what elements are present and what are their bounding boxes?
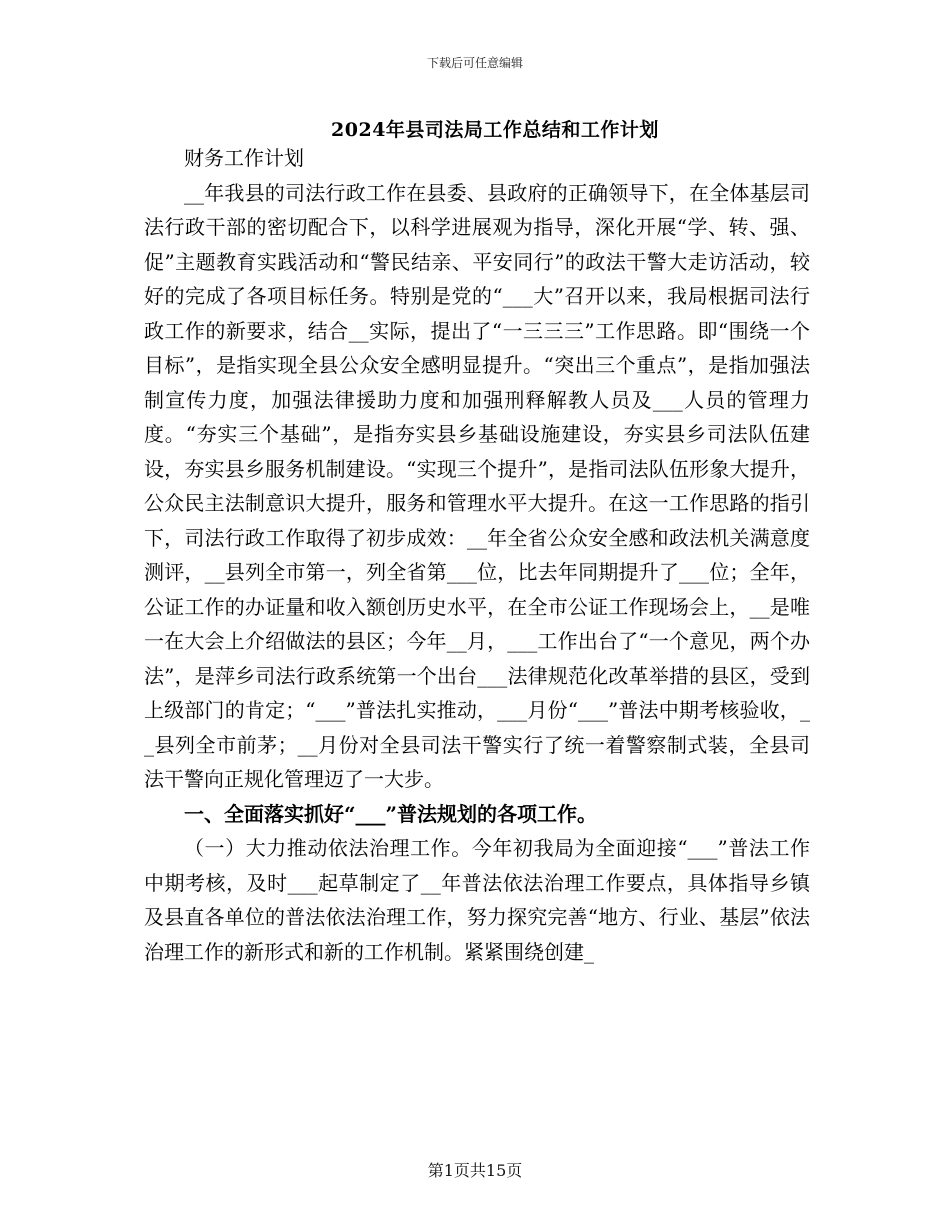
document-title: 2024年县司法局工作总结和工作计划 (331, 119, 659, 141)
document-subtitle: 财务工作计划 (184, 146, 304, 170)
document-body (144, 141, 810, 969)
page-header-note: 下载后可任意编辑 (426, 56, 523, 70)
section-paragraph: （一）大力推动依法治理工作。今年初我局为全面迎接“___”普法工作中期考核，及时___起草制定了__年普法依法治理工作要点，具体指导乡镇及县直各单位的普法依法治理工作，努力探究完善“地方、行业、基层”依法治理工作的新形式和新的工作机制。紧紧围绕创建_ (144, 836, 810, 964)
page-number: 第1页共15页 (427, 1161, 523, 1180)
body-paragraph: __年我县的司法行政工作在县委、县政府的正确领导下，在全体基层司法行政干部的密切配合下，以科学进展观为指导，深化开展“学、转、强、促”主题教育实践活动和“警民结亲、平安同行”的政法干警大走访活动，较好的完成了各项目标任务。特别是党的“___大”召开以来，我局根据司法行政工作的新要求，结合__实际，提出了“一三三三”工作思路。即“围绕一个目标”，是指实现全县公众安全感明显提升。“突出三个重点”，是指加强法制宣传力度，加强法律援助力度和加强刑释解教人员及___人员的管理力度。“夯实三个基础”，是指夯实县乡基础设施建设，夯实县乡司法队伍建设，夯实县乡服务机制建设。“实现三个提升”，是指司法队伍形象大提升，公众民主法制意识大提升，服务和管理水平大提升。在这一工作思路的指引下，司法行政工作取得了初步成效：__年全省公众安全感和政法机关满意度测评，__县列全市第一，列全省第___位，比去年同期提升了___位；全年，公证工作的办证量和收入额创历史水平，在全市公证工作现场会上，__是唯一在大会上介绍做法的县区；今年__月，___工作出台了“一个意见，两个办法”，是萍乡司法行政系统第一个出台___法律规范化改革举措的县区，受到上级部门的肯定；“___”普法扎实推动，___月份“___”普法中期考核验收，__县列全市前茅；__月份对全县司法干警实行了统一着警察制式装，全县司法干警向正规化管理迈了一大步。 (144, 180, 810, 791)
section-heading: 一、全面落实抓好“___”普法规划的各项工作。 (184, 801, 598, 826)
